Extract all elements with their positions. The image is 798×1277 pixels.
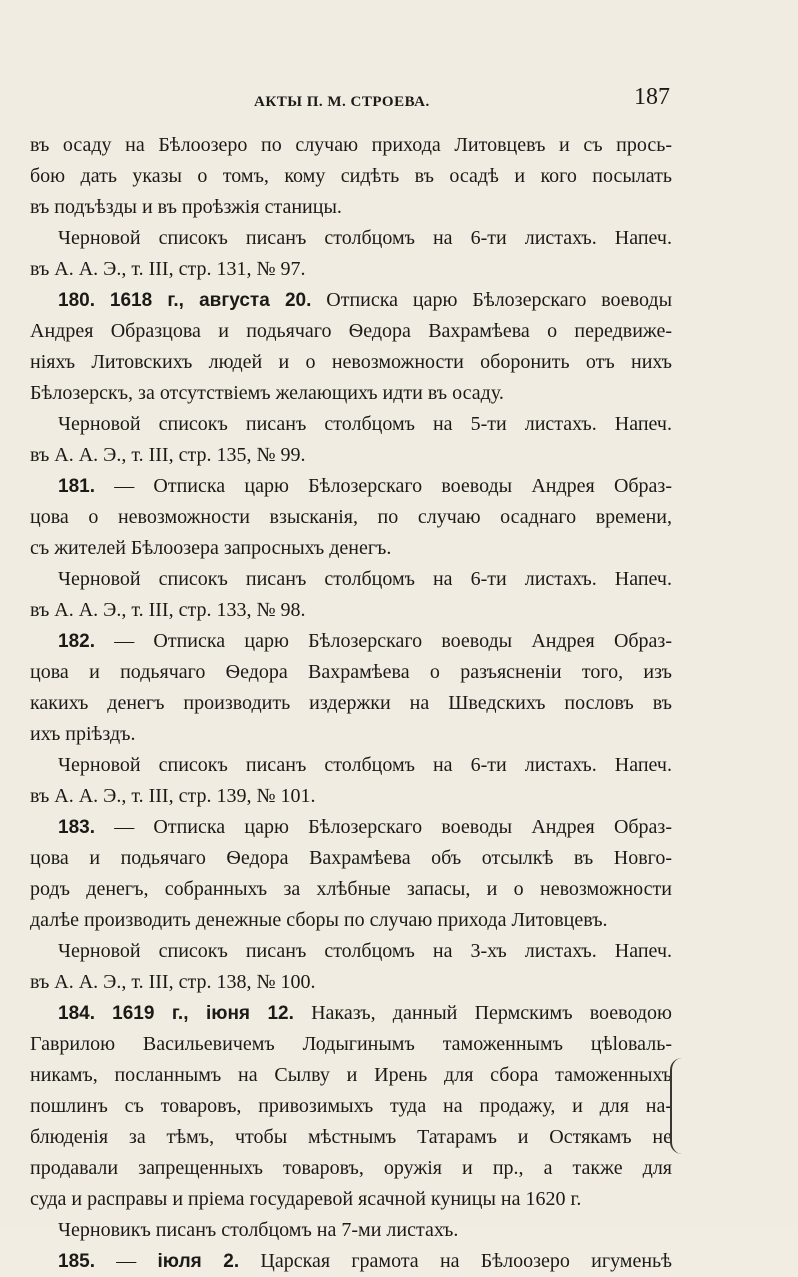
text-line bbox=[30, 843, 672, 874]
line-text: — bbox=[94, 1250, 158, 1272]
text-line bbox=[30, 936, 672, 967]
line-text: бою дать указы о томъ, кому сидѣть въ осадѣ и кого посылать bbox=[30, 165, 672, 187]
line-text: Бѣлозерскъ, за отсутствіемъ желающихъ идти въ осаду. bbox=[30, 382, 504, 404]
text-line bbox=[30, 161, 672, 192]
body-text bbox=[30, 130, 672, 1277]
text-line bbox=[30, 1029, 672, 1060]
text-line bbox=[30, 781, 672, 812]
line-text: Гаврилою Васильевичемъ Лодыгинымъ таможеннымъ цѣloваль- bbox=[30, 1033, 672, 1055]
line-text: Черновой списокъ писанъ столбцомъ на 6-ти листахъ. Напеч. bbox=[58, 568, 672, 590]
line-text: въ А. А. Э., т. III, стр. 135, № 99. bbox=[30, 444, 306, 466]
line-text: въ А. А. Э., т. III, стр. 138, № 100. bbox=[30, 971, 316, 993]
text-line bbox=[30, 905, 672, 936]
line-text: Царская грамота на Бѣлоозеро игуменьѣ bbox=[239, 1250, 673, 1272]
line-text: далѣе производить денежные сборы по случаю прихода Литовцевъ. bbox=[30, 909, 608, 931]
line-text: пошлинъ съ товаровъ, привозимыхъ туда на продажу, и для на- bbox=[30, 1095, 672, 1117]
text-line bbox=[30, 626, 672, 657]
text-line bbox=[30, 874, 672, 905]
line-text bbox=[95, 289, 110, 311]
line-text: цова и подьячаго Ѳедора Вахрамѣева о разъясненіи того, изъ bbox=[30, 661, 672, 683]
text-line bbox=[30, 1091, 672, 1122]
line-text: въ А. А. Э., т. III, стр. 139, № 101. bbox=[30, 785, 316, 807]
text-line bbox=[30, 719, 672, 750]
text-line bbox=[30, 1122, 672, 1153]
entry-number: 184. bbox=[58, 1003, 95, 1024]
line-text: Черновой списокъ писанъ столбцомъ на 3-хъ листахъ. Напеч. bbox=[58, 940, 672, 962]
line-text: въ подъѣзды и въ проѣзжія станицы. bbox=[30, 196, 342, 218]
entry-date: іюля 2. bbox=[157, 1251, 240, 1272]
entry-number: 181. bbox=[58, 476, 95, 497]
text-line bbox=[30, 998, 672, 1029]
text-line bbox=[30, 1215, 672, 1246]
line-text: ніяхъ Литовскихъ людей и о невозможности оборонить отъ нихъ bbox=[30, 351, 672, 373]
text-line bbox=[30, 471, 672, 502]
page-header bbox=[30, 84, 670, 120]
text-line bbox=[30, 192, 672, 223]
line-text: съ жителей Бѣлоозера запросныхъ денегъ. bbox=[30, 537, 392, 559]
text-line bbox=[30, 254, 672, 285]
line-text: цова и подьячаго Ѳедора Вахрамѣева объ отсылкѣ въ Новго- bbox=[30, 847, 672, 869]
text-line bbox=[30, 564, 672, 595]
text-line bbox=[30, 657, 672, 688]
line-text: родъ денегъ, собранныхъ за хлѣбные запасы, и о невозможности bbox=[30, 878, 672, 900]
line-text: Черновой списокъ писанъ столбцомъ на 6-ти листахъ. Напеч. bbox=[58, 754, 672, 776]
text-line bbox=[30, 130, 672, 161]
text-line bbox=[30, 502, 672, 533]
line-text: суда и расправы и пріема государевой ясачной куницы на 1620 г. bbox=[30, 1188, 582, 1210]
line-text: блюденія за тѣмъ, чтобы мѣстнымъ Татарамъ и Остякамъ не bbox=[30, 1126, 672, 1148]
text-line bbox=[30, 967, 672, 998]
text-line bbox=[30, 409, 672, 440]
entry-number: 185. bbox=[58, 1251, 95, 1272]
running-head: АКТЫ П. М. СТРОЕВА. bbox=[254, 94, 430, 110]
text-line bbox=[30, 223, 672, 254]
entry-number: 180. bbox=[58, 290, 95, 311]
line-text: продавали запрещенныхъ товаровъ, оружія и пр., а также для bbox=[30, 1157, 672, 1179]
line-text: — Отписка царю Бѣлозерскаго воеводы Андрея Образ- bbox=[94, 475, 672, 497]
entry-number: 183. bbox=[58, 817, 95, 838]
text-line bbox=[30, 440, 672, 471]
line-text: цова о невозможности взысканія, по случаю осаднаго времени, bbox=[30, 506, 672, 528]
line-text: какихъ денегъ производить издержки на Шведскихъ пословъ въ bbox=[30, 692, 672, 714]
line-text: ихъ пріѣздъ. bbox=[30, 723, 136, 745]
text-line bbox=[30, 533, 672, 564]
text-line bbox=[30, 1184, 672, 1215]
line-text: Черновикъ писанъ столбцомъ на 7-ми листахъ. bbox=[58, 1219, 459, 1241]
text-line bbox=[30, 285, 672, 316]
text-line bbox=[30, 1246, 672, 1277]
line-text: въ осаду на Бѣлоозеро по случаю прихода Литовцевъ и съ прось- bbox=[30, 134, 672, 156]
text-line bbox=[30, 316, 672, 347]
text-line bbox=[30, 595, 672, 626]
entry-date: 1619 г., іюня 12. bbox=[112, 1003, 294, 1024]
line-text: Отписка царю Бѣлозерскаго воеводы bbox=[311, 289, 673, 311]
binding-bracket-mark bbox=[670, 1058, 686, 1154]
line-text bbox=[95, 1002, 112, 1024]
line-text: — Отписка царю Бѣлозерскаго воеводы Андрея Образ- bbox=[94, 630, 672, 652]
line-text: Наказъ, данный Пермскимъ воеводою bbox=[293, 1002, 672, 1024]
line-text: въ А. А. Э., т. III, стр. 131, № 97. bbox=[30, 258, 306, 280]
line-text: Черновой списокъ писанъ столбцомъ на 6-ти листахъ. Напеч. bbox=[58, 227, 672, 249]
line-text: въ А. А. Э., т. III, стр. 133, № 98. bbox=[30, 599, 306, 621]
text-line bbox=[30, 347, 672, 378]
text-line bbox=[30, 378, 672, 409]
line-text: — Отписка царю Бѣлозерскаго воеводы Андрея Образ- bbox=[94, 816, 672, 838]
text-line bbox=[30, 688, 672, 719]
entry-date: 1618 г., августа 20. bbox=[109, 290, 312, 311]
line-text: Андрея Образцова и подьячаго Ѳедора Вахрамѣева о передвиже- bbox=[30, 320, 672, 342]
text-line bbox=[30, 812, 672, 843]
text-line bbox=[30, 750, 672, 781]
text-line bbox=[30, 1060, 672, 1091]
line-text: Черновой списокъ писанъ столбцомъ на 5-ти листахъ. Напеч. bbox=[58, 413, 672, 435]
entry-number: 182. bbox=[58, 631, 95, 652]
text-line bbox=[30, 1153, 672, 1184]
line-text: никамъ, посланнымъ на Сылву и Ирень для сбора таможенныхъ bbox=[30, 1064, 672, 1086]
page-number: 187 bbox=[634, 84, 670, 110]
